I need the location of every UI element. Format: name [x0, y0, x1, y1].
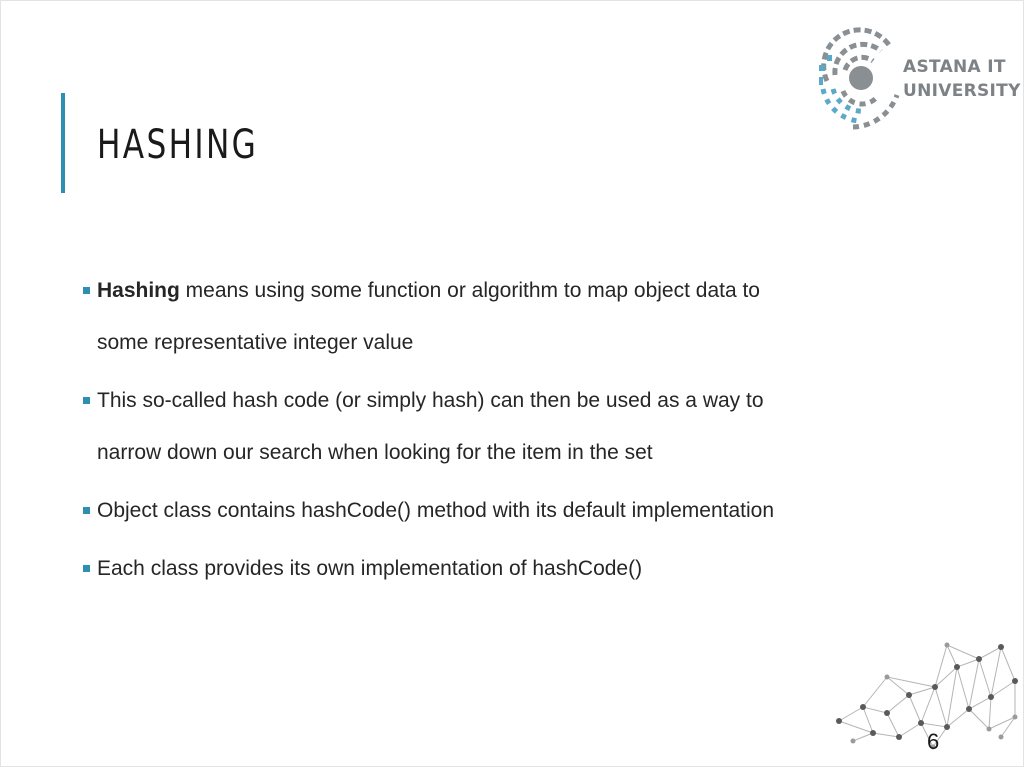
- bullet-item: Object class contains hashCode() method with its default implementation: [79, 485, 931, 537]
- bullet-list: [79, 265, 931, 601]
- title-accent-bar: [61, 93, 65, 193]
- slide-title: HASHING: [97, 122, 259, 168]
- square-bullet-icon: [83, 287, 90, 294]
- logo-wordmark: ASTANA IT UNIVERSITY: [903, 57, 1021, 101]
- bullet-item: Hashing means using some function or algorithm to map object data to some representative integer value: [79, 265, 931, 369]
- university-logo: [815, 25, 1024, 133]
- square-bullet-icon: [83, 507, 90, 514]
- bullet-item: This so-called hash code (or simply hash) can then be used as a way to narrow down our search when looking for the item in the set: [79, 375, 931, 479]
- bullet-item: Each class provides its own implementation of hashCode(): [79, 543, 931, 595]
- square-bullet-icon: [83, 397, 90, 404]
- logo-emblem-icon: [815, 25, 901, 133]
- network-graph-decoration: [829, 637, 1023, 755]
- square-bullet-icon: [83, 565, 90, 572]
- page-number: 6: [927, 729, 940, 754]
